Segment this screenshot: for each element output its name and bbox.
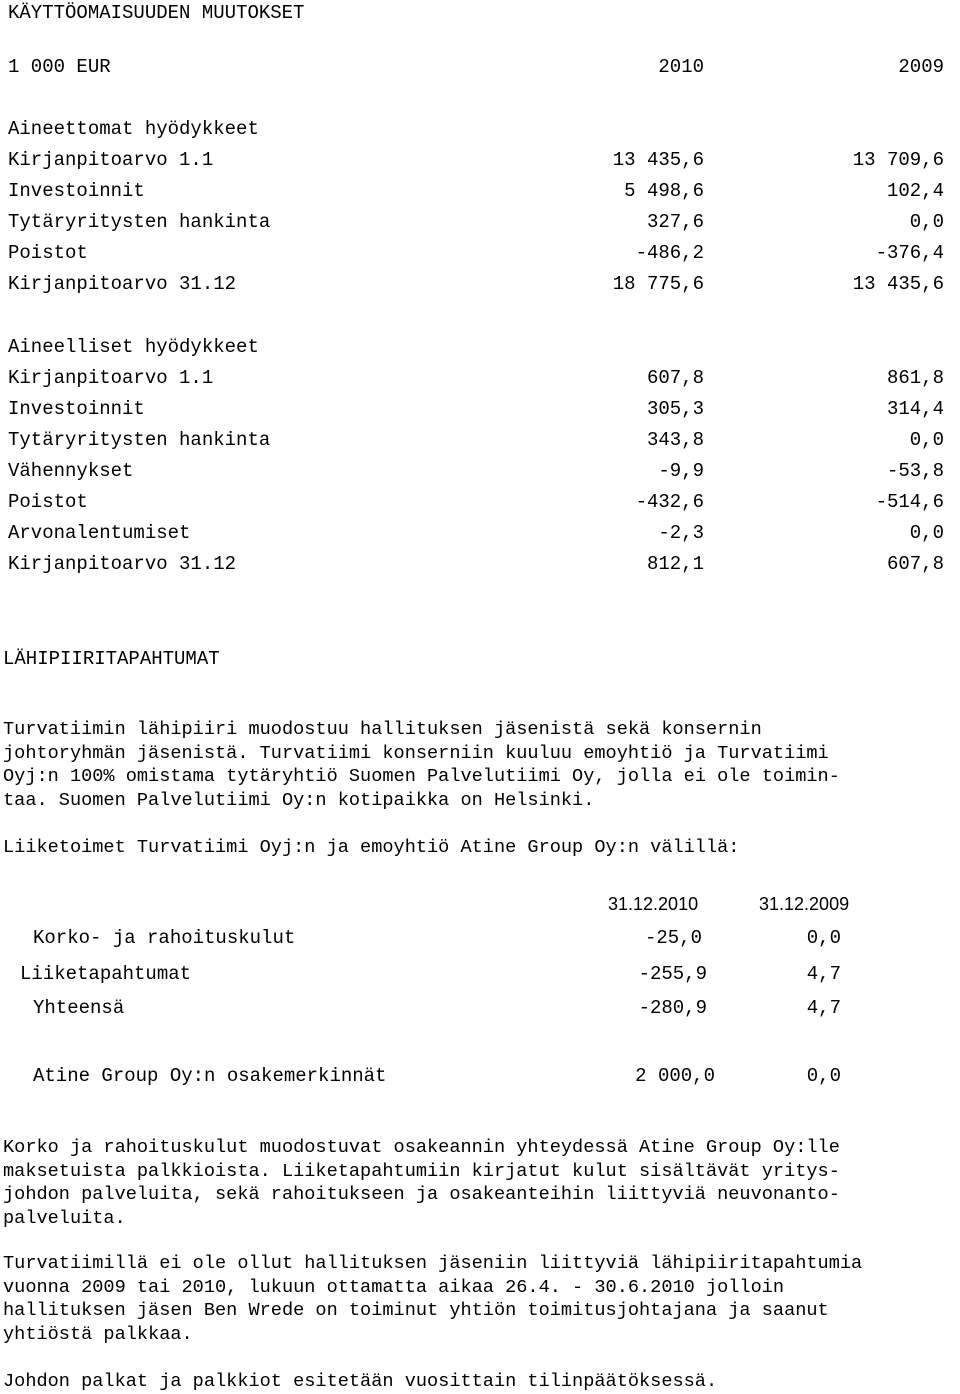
table-row: [8, 429, 944, 451]
value-2009: -376,4: [875, 242, 944, 264]
value-2010: 305,3: [646, 398, 704, 420]
value-2009: 4,7: [806, 963, 841, 985]
table-row: [8, 211, 944, 233]
table-row: [8, 522, 944, 544]
value-2010: -486,2: [635, 242, 704, 264]
row-label: Korko- ja rahoituskulut: [33, 927, 296, 949]
year-2010-header: 2010: [658, 56, 704, 78]
note-salaries: Johdon palkat ja palkkiot esitetään vuosittain tilinpäätöksessä.: [3, 1371, 718, 1392]
value-2009: 0,0: [909, 522, 944, 544]
table-row: [8, 398, 944, 420]
value-2010: -25,0: [644, 927, 702, 949]
value-2010: -280,9: [638, 997, 707, 1019]
fixed-assets-header-row: [8, 56, 944, 78]
table-row: [8, 553, 944, 575]
row-label: Poistot: [8, 242, 88, 264]
value-2009: 4,7: [806, 997, 841, 1019]
fixed-assets-title: KÄYTTÖOMAISUUDEN MUUTOKSET: [8, 2, 305, 24]
value-2009: 0,0: [806, 1065, 841, 1087]
related-party-title: LÄHIPIIRITAPAHTUMAT: [3, 648, 220, 670]
row-label: Kirjanpitoarvo 1.1: [8, 149, 214, 171]
value-2009: 861,8: [886, 367, 944, 389]
row-label: Tytäryritysten hankinta: [8, 429, 271, 451]
value-2009: 607,8: [886, 553, 944, 575]
note-fees: Korko ja rahoituskulut muodostuvat osakeannin yhteydessä Atine Group Oy:lle maksetuista palkkioista. Liiketapahtumiin kirjatut kulut sisältävät yritys- johdon palveluita, sekä rahoitukseen ja osakeanteihin liittyviä neuvonanto- palveluita.: [3, 1137, 840, 1229]
value-2010: 343,8: [646, 429, 704, 451]
unit-label: 1 000 EUR: [8, 56, 111, 78]
value-2010: -2,3: [658, 522, 704, 544]
intangible-heading: Aineettomat hyödykkeet: [8, 118, 259, 140]
value-2010: 812,1: [646, 553, 704, 575]
row-label: Vähennykset: [8, 460, 134, 482]
value-2009: 13 435,6: [852, 273, 944, 295]
table-row: [8, 460, 944, 482]
table-row: [8, 149, 944, 171]
value-2010: -9,9: [658, 460, 704, 482]
row-label: Investoinnit: [8, 398, 145, 420]
date-2010-header: 31.12.2010: [608, 894, 699, 914]
value-2010: -255,9: [638, 963, 707, 985]
tangible-heading: Aineelliset hyödykkeet: [8, 336, 259, 358]
date-2009-header: 31.12.2009: [759, 894, 850, 914]
row-label: Kirjanpitoarvo 31.12: [8, 553, 237, 575]
row-label: Tytäryritysten hankinta: [8, 211, 271, 233]
row-label: Investoinnit: [8, 180, 145, 202]
table-row: [8, 367, 944, 389]
row-label: Poistot: [8, 491, 88, 513]
row-label: Arvonalentumiset: [8, 522, 191, 544]
row-label: Kirjanpitoarvo 1.1: [8, 367, 214, 389]
year-2009-header: 2009: [898, 56, 944, 78]
value-2009: 0,0: [909, 429, 944, 451]
value-2009: 102,4: [886, 180, 944, 202]
row-label: Kirjanpitoarvo 31.12: [8, 273, 237, 295]
value-2010: 607,8: [646, 367, 704, 389]
value-2009: 0,0: [909, 211, 944, 233]
value-2009: 13 709,6: [852, 149, 944, 171]
table-row: [8, 242, 944, 264]
value-2010: 13 435,6: [612, 149, 704, 171]
row-label: Yhteensä: [33, 997, 125, 1019]
table-row: [8, 273, 944, 295]
value-2010: 18 775,6: [612, 273, 704, 295]
row-label: Atine Group Oy:n osakemerkinnät: [33, 1065, 387, 1087]
value-2009: 0,0: [806, 927, 841, 949]
row-label: Liiketapahtumat: [20, 963, 192, 985]
related-party-intro: Turvatiimin lähipiiri muodostuu hallituksen jäsenistä sekä konsernin johtoryhmän jäsenistä. Turvatiimi konserniin kuuluu emoyhtiö ja Turvatiimi Oyj:n 100% omistama tytäryhtiö Suomen Palvelutiimi Oy, jolla ei ole toimin- taa. Suomen Palvelutiimi Oy:n kotipaikka on Helsinki.: [3, 719, 840, 811]
value-2009: 314,4: [886, 398, 944, 420]
table-row: [8, 180, 944, 202]
transactions-heading: Liiketoimet Turvatiimi Oyj:n ja emoyhtiö Atine Group Oy:n välillä:: [3, 837, 740, 858]
value-2010: 327,6: [646, 211, 704, 233]
value-2009: -53,8: [886, 460, 944, 482]
note-board: Turvatiimillä ei ole ollut hallituksen jäseniin liittyviä lähipiiritapahtumia vuonna 2009 tai 2010, lukuun ottamatta aikaa 26.4. - 30.6.2010 jolloin hallituksen jäsen Ben Wrede on toiminut yhtiön toimitusjohtajana ja saanut yhtiöstä palkkaa.: [3, 1253, 863, 1345]
value-2010: 2 000,0: [635, 1065, 715, 1087]
value-2010: 5 498,6: [624, 180, 704, 202]
table-row: [8, 491, 944, 513]
value-2010: -432,6: [635, 491, 704, 513]
value-2009: -514,6: [875, 491, 944, 513]
